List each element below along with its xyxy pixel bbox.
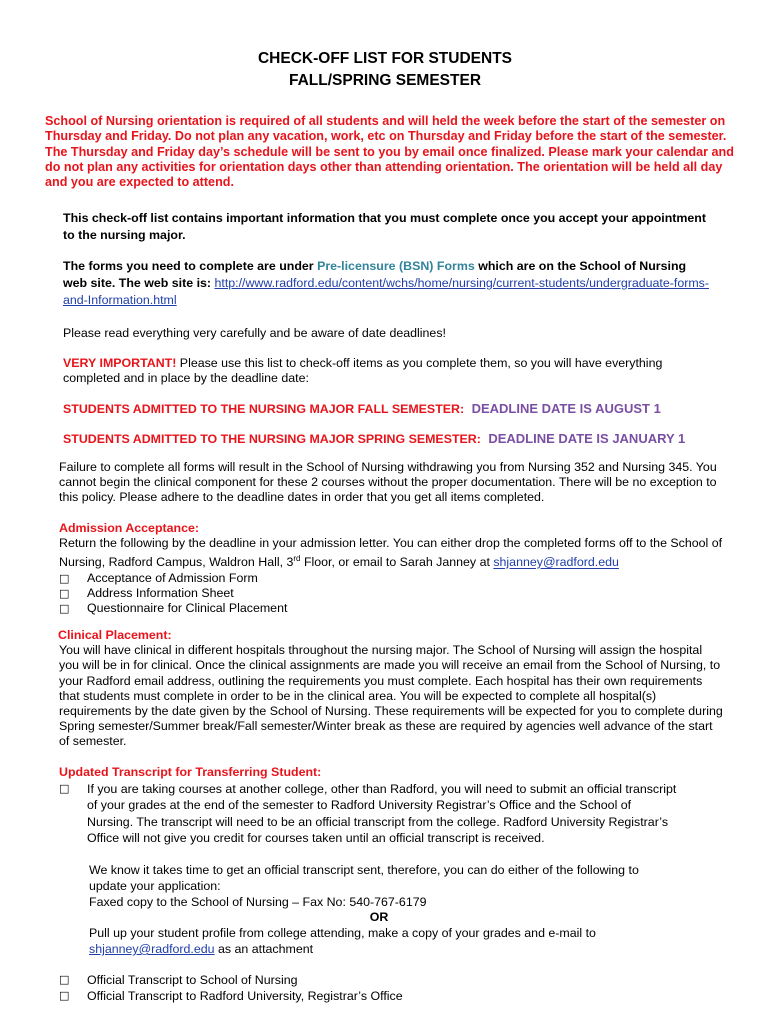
read-carefully-text: Please read everything very carefully and be aware of date deadlines! <box>63 326 446 340</box>
checkbox-icon[interactable] <box>59 781 87 796</box>
title-line-1: CHECK-OFF LIST FOR STUDENTS <box>257 50 513 67</box>
transcript-section <box>59 764 724 1005</box>
checklist-item[interactable] <box>59 601 729 616</box>
checklist-item[interactable] <box>59 988 724 1005</box>
admission-text-prefix: Return the following by the deadline in your admission letter. You can either drop the completed forms off to the School of Nursing, Radford Campus, Waldron Hall, 3 <box>59 536 723 570</box>
checklist-item[interactable] <box>59 571 729 586</box>
very-important-paragraph <box>63 356 713 386</box>
checkbox-icon[interactable] <box>59 972 87 987</box>
checkbox-icon[interactable] <box>59 988 87 1003</box>
profile-email-suffix: as an attachment <box>214 941 314 956</box>
fall-deadline-label: STUDENTS ADMITTED TO THE NURSING MAJOR FALL SEMESTER: <box>63 402 465 416</box>
spring-deadline-label: STUDENTS ADMITTED TO THE NURSING MAJOR SPRING SEMESTER: <box>63 432 481 446</box>
checklist-item[interactable] <box>59 972 724 989</box>
checklist-item-label: Acceptance of Admission Form <box>87 570 258 585</box>
orientation-warning: School of Nursing orientation is required of all students and will held the week before the start of the semester on Thursday and Friday. Do not plan any vacation, work, etc on Thursday and Friday before the start of the semester. The Thursday and Friday day’s schedule will be sent to you by email once finalized. Please mark your calendar and do not plan any activities for orientation days other than attending orientation. The orientation will be held all day and you are expected to attend. <box>45 114 734 190</box>
spring-deadline <box>63 431 763 447</box>
transcript-item-text: If you are taking courses at another college, other than Radford, you will need to submit an official transcript of your grades at the end of the semester to Radford University Registrar’s Office and the School of Nursing. The transcript will need to be an official transcript from the college. Radford University Registrar’s Office will not give you credit for courses taken until an official transcript is received. <box>87 781 677 846</box>
admission-text <box>59 536 729 571</box>
checklist-item-label: Questionnaire for Clinical Placement <box>87 601 288 616</box>
checklist-item-label: Official Transcript to School of Nursing <box>87 972 298 987</box>
transcript-item[interactable] <box>59 781 724 847</box>
profile-email-line <box>89 942 669 958</box>
profile-email-link[interactable]: shjanney@radford.edu <box>89 941 215 956</box>
failure-notice: Failure to complete all forms will result in the School of Nursing withdrawing you from Nursing 352 and Nursing 345. You cannot begin the clinical component for these 2 courses without the proper documentation. There will be no exception to this policy. Please adhere to the deadline dates in order that you get all items completed. <box>59 460 717 505</box>
or-label: OR <box>369 910 389 925</box>
admission-section <box>59 521 729 616</box>
checkbox-icon[interactable] <box>59 586 87 601</box>
clinical-section <box>59 628 724 750</box>
clinical-text: You will have clinical in different hospitals throughout the nursing major. The School of Nursing will assign the hospital you will be in for clinical. Once the clinical assignments are made you will receive an email from the School of Nursing, to your Radford email address, outlining the requirements you must complete. Each hospital has their own requirements that students must complete in order to be in the clinical area. You will be expected to complete all hospital(s) requirements by the date given by the School of Nursing. These requirements will be expected for you to complete during Spring semester/Summer break/Fall semester/Winter break as these are required by agencies well advance of the start of semester. <box>59 643 723 749</box>
checklist-item-label: Address Information Sheet <box>87 585 234 600</box>
forms-highlight: Pre-licensure (BSN) Forms <box>317 259 475 273</box>
very-important-text: Please use this list to check-off items as you complete them, so you will have everything completed and in place by the deadline date: <box>63 356 663 386</box>
admission-text-sup: rd <box>293 554 301 564</box>
very-important-label: VERY IMPORTANT! <box>63 356 177 370</box>
transcript-checklist <box>59 972 724 1005</box>
checkbox-icon[interactable] <box>59 601 87 616</box>
fall-deadline-date: DEADLINE DATE IS AUGUST 1 <box>471 401 661 416</box>
spring-deadline-date: DEADLINE DATE IS JANUARY 1 <box>488 431 686 446</box>
checklist-item-label: Official Transcript to Radford University, Registrar’s Office <box>87 989 403 1004</box>
admission-email-link[interactable]: shjanney@radford.edu <box>493 555 619 570</box>
forms-url-link[interactable]: http://www.radford.edu/content/wchs/home/nursing/current-students/undergraduate-forms-and-Information.html <box>63 276 709 307</box>
admission-heading: Admission Acceptance: <box>59 521 200 535</box>
admission-text-suffix: Floor, or email to Sarah Janney at <box>300 555 494 570</box>
fax-option: Faxed copy to the School of Nursing – Fax No: 540-767-6179 <box>89 894 427 909</box>
clinical-heading: Clinical Placement: <box>58 628 172 642</box>
transcript-heading: Updated Transcript for Transferring Student: <box>59 765 322 779</box>
checkbox-icon[interactable] <box>59 571 87 586</box>
forms-suffix: which are on the School of Nursing web site. The web site is: <box>63 259 687 290</box>
title-line-2: FALL/SPRING SEMESTER <box>288 72 482 89</box>
forms-prefix: The forms you need to complete are under <box>63 259 318 273</box>
fall-deadline <box>63 401 753 417</box>
checklist-info: This check-off list contains important information that you must complete once you accept your appointment to the nursing major. <box>63 211 707 242</box>
transcript-options-intro: We know it takes time to get an official transcript sent, therefore, you can do either of the following to update your application: <box>89 862 639 893</box>
profile-option: Pull up your student profile from college attending, make a copy of your grades and e-mail to <box>89 926 596 941</box>
transcript-options <box>59 863 669 958</box>
forms-paragraph <box>63 258 713 309</box>
checklist-item[interactable] <box>59 586 729 601</box>
page-title <box>0 48 770 92</box>
